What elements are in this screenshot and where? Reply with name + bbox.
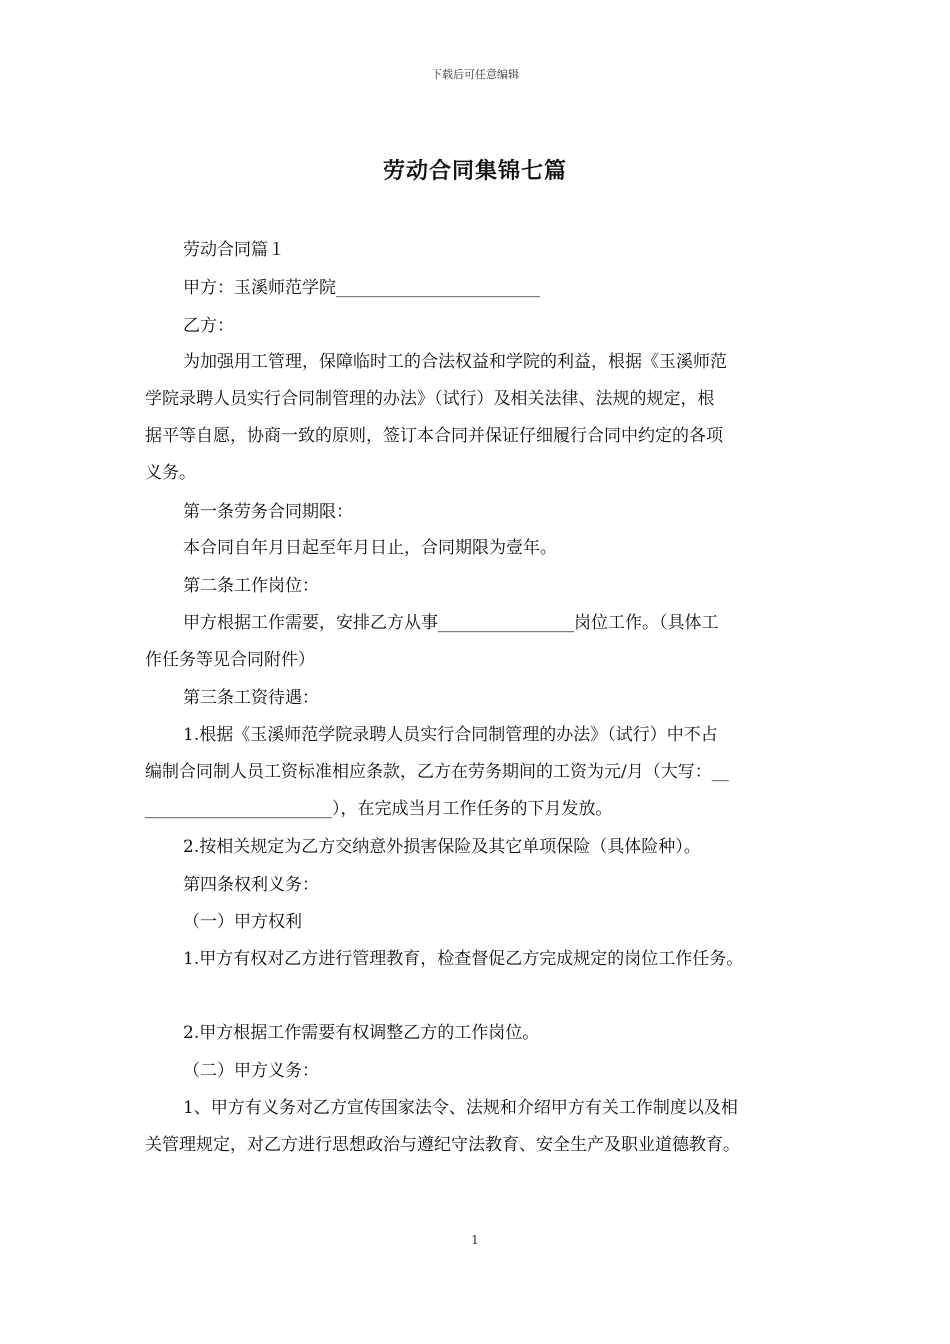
document-title: 劳动合同集锦七篇 bbox=[382, 158, 567, 184]
paragraph-line: 2.甲方根据工作需要有权调整乙方的工作岗位。 bbox=[183, 1023, 540, 1043]
paragraph-line: 甲方：玉溪师范学院________________________ bbox=[183, 278, 540, 298]
paragraph-line: 1.根据《玉溪师范学院录聘人员实行合同制管理的办法》（试行）中不占 bbox=[183, 725, 718, 745]
paragraph-line: 为加强用工管理，保障临时工的合法权益和学院的利益，根据《玉溪师范 bbox=[183, 352, 727, 372]
paragraph-line: ______________________），在完成当月工作任务的下月发放。 bbox=[145, 799, 613, 819]
paragraph-line: 本合同自年月日起至年月日止，合同期限为壹年。 bbox=[183, 538, 557, 558]
paragraph-line: 关管理规定，对乙方进行思想政治与遵纪守法教育、安全生产及职业道德教育。 bbox=[145, 1135, 740, 1155]
paragraph-line: 学院录聘人员实行合同制管理的办法》（试行）及相关法律、法规的规定，根 bbox=[145, 389, 715, 409]
paragraph-line: 乙方： bbox=[183, 316, 234, 336]
paragraph-line: 2.按相关规定为乙方交纳意外损害保险及其它单项保险（具体险种）。 bbox=[183, 837, 701, 857]
paragraph-line: 据平等自愿，协商一致的原则，签订本合同并保证仔细履行合同中约定的各项 bbox=[145, 426, 723, 446]
paragraph-line: 第三条工资待遇： bbox=[183, 688, 319, 708]
paragraph-line: 劳动合同篇１ bbox=[183, 240, 285, 260]
paragraph-line: （二）甲方义务： bbox=[183, 1061, 319, 1081]
paragraph-line: 编制合同制人员工资标准相应条款，乙方在劳务期间的工资为元/月（大写：__ bbox=[145, 762, 729, 782]
paragraph-line: 第四条权利义务： bbox=[183, 875, 319, 895]
paragraph-line: 义务。 bbox=[145, 463, 196, 483]
paragraph-line: 1.甲方有权对乙方进行管理教育，检查督促乙方完成规定的岗位工作任务。 bbox=[183, 949, 744, 969]
paragraph-line: 第二条工作岗位： bbox=[183, 576, 319, 596]
page-number: 1 bbox=[471, 1233, 479, 1247]
page-header: 下载后可任意编辑 bbox=[431, 68, 519, 81]
paragraph-line: 第一条劳务合同期限： bbox=[183, 502, 353, 522]
paragraph-line: 甲方根据工作需要，安排乙方从事________________岗位工作。（具体工 bbox=[183, 613, 719, 633]
paragraph-line: 1、甲方有义务对乙方宣传国家法令、法规和介绍甲方有关工作制度以及相 bbox=[183, 1098, 738, 1118]
paragraph-line: 作任务等见合同附件） bbox=[145, 650, 315, 670]
paragraph-line: （一）甲方权利 bbox=[183, 912, 302, 932]
